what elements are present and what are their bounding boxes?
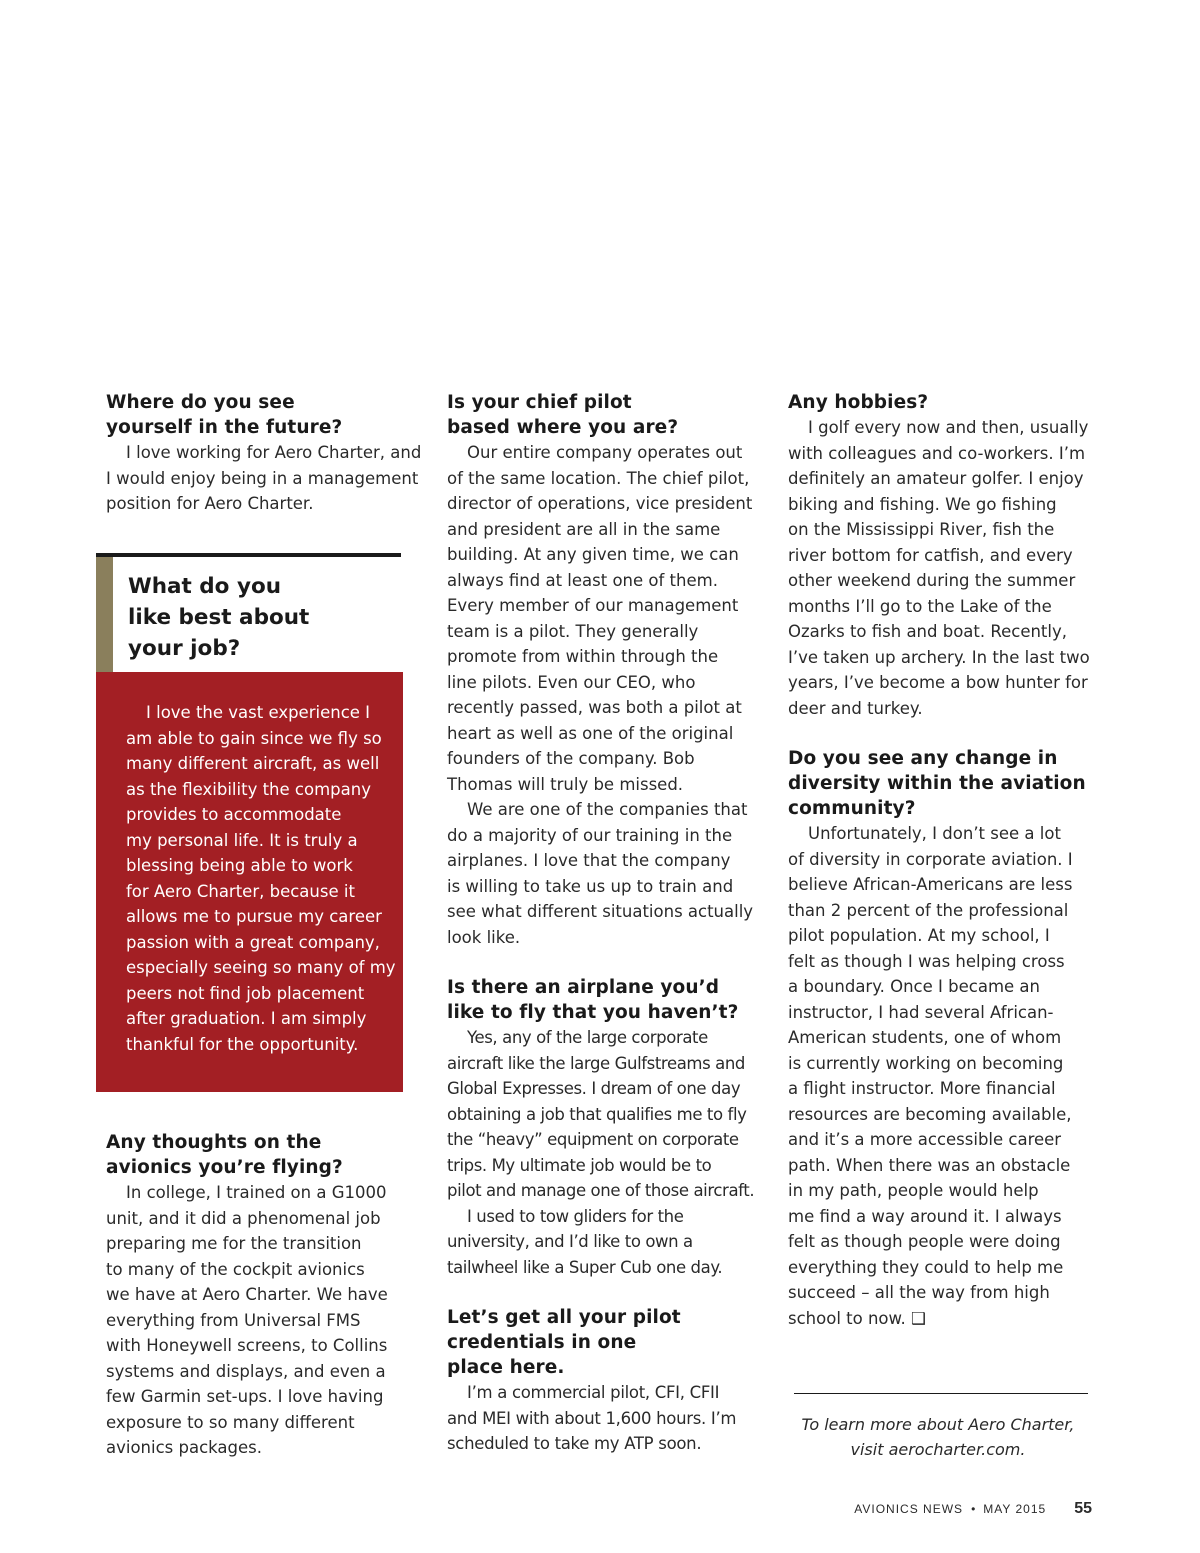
answer-paragraph: Our entire company operates out of the same location. The chief pilot, director of operations, vice president and president are all in the same building. At any given time, we can always find at least one of them. Every member of our management team is a pilot. They generally promote from within through the line pilots. Even our CEO, who recently passed, was both a pilot at heart as well as one of the original founders of the company. Bob Thomas will truly be missed. (447, 443, 753, 794)
question-heading: Any thoughts on the avionics you’re flying? (106, 1132, 343, 1178)
publication-name: AVIONICS NEWS (854, 1502, 964, 1516)
answer-paragraph: I golf every now and then, usually with colleagues and co-workers. I’m definitely an amateur golfer. I enjoy biking and fishing. We go fishing on the Mississippi River, fish the river bottom for catfish, and every other weekend during the summer months I’ll go to the Lake of the Ozarks to fish and boat. Recently, I’ve taken up archery. In the last two years, I’ve become a bow hunter for deer and turkey. (788, 418, 1090, 718)
callout-header (96, 557, 403, 672)
spacer (447, 950, 757, 975)
answer-paragraph: We are one of the companies that do a majority of our training in the airplanes. I love that the company is willing to take us up to train and see what different situations actually look like. (447, 800, 754, 947)
page-number: 55 (1074, 1500, 1092, 1517)
answer-paragraph: I used to tow gliders for the university, and I’d like to own a tailwheel like a Super Cub one day. (447, 1206, 723, 1277)
column-2 (447, 390, 757, 1457)
answer-paragraph: Unfortunately, I don’t see a lot of diversity in corporate aviation. I believe African-Americans are less than 2 percent of the professional pilot population. At my school, I felt as though I was helping cross a boundary. Once I became an instructor, I had several African- American students, one of whom is currently working on becoming a flight instructor. More financial resources are becoming available, and it’s a more accessible career path. When there was an obstacle in my path, people would help me find a way around it. I always felt as though people were doing everything they could to help me succeed – all the way from high school to now. ❑ (788, 824, 1073, 1328)
closing-note: To learn more about Aero Charter, visit aerocharter.com. (801, 1415, 1075, 1459)
issue-date: MAY 2015 (983, 1502, 1047, 1516)
column-3 (788, 390, 1093, 1331)
closing-divider (794, 1393, 1088, 1394)
question-heading: Do you see any change in diversity within the aviation community? (788, 748, 1086, 819)
answer-paragraph: I love working for Aero Charter, and I would enjoy being in a management position for Aero Charter. (106, 443, 422, 513)
column-1 (106, 390, 422, 517)
question-heading: Where do you see yourself in the future? (106, 392, 343, 438)
answer-paragraph: Yes, any of the large corporate aircraft like the large Gulfstreams and Global Expresses. I dream of one day obtaining a job that qualifies me to fly the “heavy” equipment on corporate trips. My ultimate job would be to pilot and manage one of those aircraft. (447, 1028, 755, 1200)
callout-body-box (96, 672, 403, 1092)
folio-separator: • (971, 1502, 976, 1516)
callout-text: I love the vast experience I am able to gain since we fly so many different aircraft, as well as the flexibility the company provides to accommodate my personal life. It is truly a blessing being able to work for Aero Charter, because it allows me to pursue my career passion with a great company, especially seeing so many of my peers not find job placement after graduation. I am simply thankful for the opportunity. (126, 703, 396, 1054)
column-1-lower (106, 1130, 406, 1461)
question-heading: Let’s get all your pilot credentials in one place here. (447, 1307, 681, 1378)
question-heading: Is your chief pilot based where you are? (447, 392, 679, 438)
spacer (788, 721, 1093, 746)
answer-paragraph: In college, I trained on a G1000 unit, and it did a phenomenal job preparing me for the transition to many of the cockpit avionics we have at Aero Charter. We have everything from Universal FMS with Honeywell screens, to Collins systems and displays, and even a few Garmin set-ups. I love having exposure to so many different avionics packages. (106, 1183, 388, 1457)
question-heading: Any hobbies? (788, 392, 929, 413)
page-folio (854, 1500, 1092, 1518)
answer-paragraph: I’m a commercial pilot, CFI, CFII and MEI with about 1,600 hours. I’m scheduled to take my ATP soon. (447, 1383, 737, 1453)
pull-quote-callout (96, 553, 403, 1092)
callout-accent-bar (96, 557, 113, 672)
question-heading: Is there an airplane you’d like to fly that you haven’t? (447, 977, 739, 1023)
spacer (447, 1280, 757, 1305)
callout-title: What do you like best about your job? (128, 574, 310, 661)
